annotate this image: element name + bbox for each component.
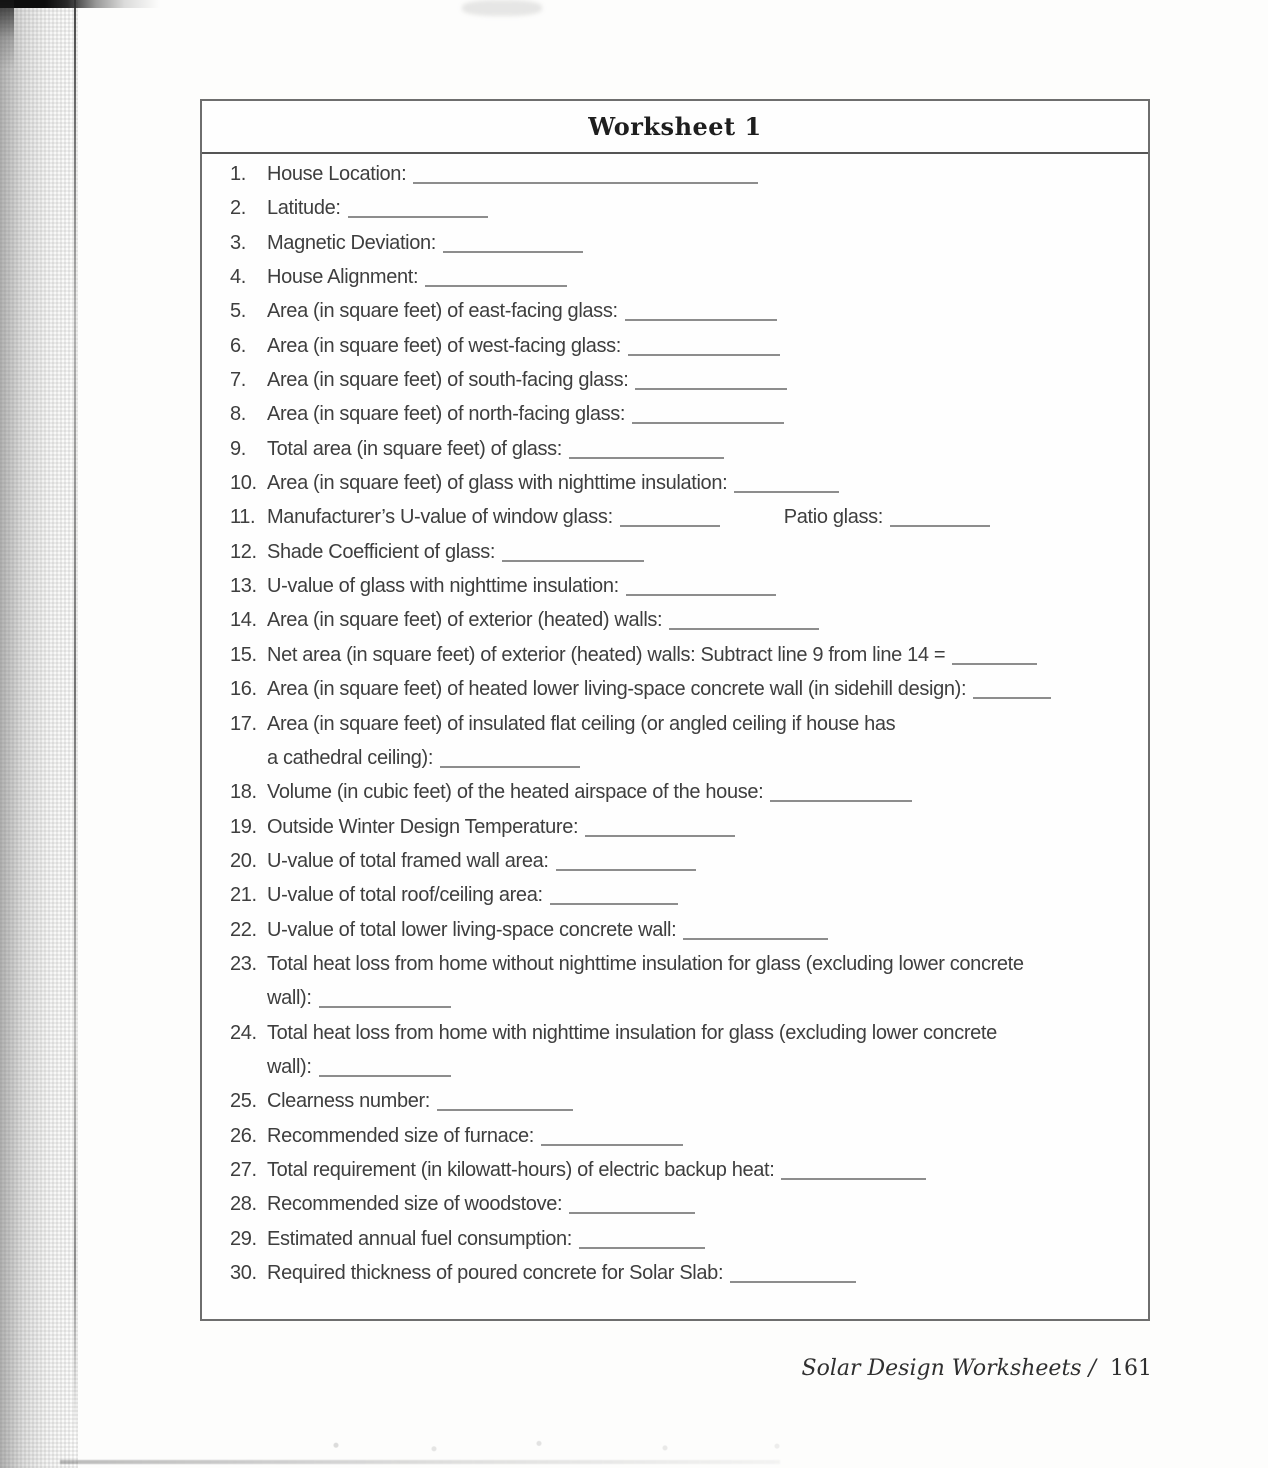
page-number: 161 <box>1110 1356 1152 1381</box>
item-label: U-value of total roof/ceiling area: <box>267 884 543 907</box>
worksheet-item <box>230 603 1134 637</box>
item-number: 17. <box>230 712 257 735</box>
worksheet-item <box>230 1256 1134 1290</box>
item-number: 18. <box>230 781 257 804</box>
scan-speckles <box>280 1438 980 1456</box>
answer-blank <box>973 682 1051 699</box>
worksheet-item <box>230 432 1134 466</box>
worksheet-title: Worksheet 1 <box>202 101 1148 154</box>
item-label: Area (in square feet) of exterior (heated) walls: <box>267 609 663 632</box>
item-number: 28. <box>230 1193 257 1216</box>
worksheet-item <box>230 1084 1134 1118</box>
answer-blank <box>730 1266 856 1283</box>
answer-blank <box>413 167 758 184</box>
item-number: 25. <box>230 1090 257 1113</box>
answer-blank <box>425 270 567 287</box>
item-number: 4. <box>230 266 246 289</box>
item-label: Required thickness of poured concrete for Solar Slab: <box>267 1262 724 1284</box>
item-label: Manufacturer’s U-value of window glass: <box>267 506 613 529</box>
answer-blank <box>348 201 488 218</box>
worksheet-item <box>230 913 1134 947</box>
item-number: 3. <box>230 231 246 254</box>
item-label: Area (in square feet) of east-facing glass: <box>267 300 618 323</box>
answer-blank <box>626 579 776 596</box>
answer-blank <box>635 373 787 390</box>
answer-blank <box>781 1163 926 1180</box>
item-number: 20. <box>230 849 257 872</box>
answer-blank <box>541 1129 683 1146</box>
worksheet-item <box>230 844 1134 878</box>
answer-blank <box>440 751 580 768</box>
item-label: Latitude: <box>267 197 341 220</box>
scan-speckle <box>462 0 542 16</box>
item-number: 19. <box>230 815 257 838</box>
answer-blank <box>770 785 912 802</box>
answer-blank <box>625 304 777 321</box>
item-label: Total heat loss from home without nighttime insulation for glass (excluding lower concrete <box>267 952 1024 975</box>
item-label: Total heat loss from home with nighttime insulation for glass (excluding lower concrete <box>267 1021 997 1044</box>
answer-blank <box>632 407 784 424</box>
item-label: Total requirement (in kilowatt-hours) of electric backup heat: <box>267 1158 775 1181</box>
worksheet-item <box>230 672 1134 706</box>
worksheet-item <box>230 1119 1134 1153</box>
item-label: U-value of total lower living-space concrete wall: <box>267 918 677 941</box>
answer-blank <box>319 991 451 1008</box>
item-label: Outside Winter Design Temperature: <box>267 815 579 838</box>
item-number: 15. <box>230 643 257 666</box>
item-number: 21. <box>230 884 257 907</box>
item-label: Clearness number: <box>267 1090 431 1113</box>
worksheet-item <box>230 1187 1134 1221</box>
worksheet-item <box>230 1222 1134 1256</box>
item-number: 26. <box>230 1124 257 1147</box>
item-label: Net area (in square feet) of exterior (heated) walls: Subtract line 9 from line 14 = <box>267 643 946 666</box>
item-label: Recommended size of furnace: <box>267 1124 535 1147</box>
worksheet-item <box>230 226 1134 260</box>
answer-blank <box>502 545 644 562</box>
answer-blank <box>556 854 696 871</box>
worksheet-item <box>230 260 1134 294</box>
item-label: Area (in square feet) of insulated flat ceiling (or angled ceiling if house has <box>267 712 896 735</box>
worksheet-item <box>230 1016 1134 1050</box>
item-label: Recommended size of woodstove: <box>267 1193 563 1216</box>
worksheet-item <box>230 294 1134 328</box>
worksheet-item <box>230 191 1134 225</box>
worksheet-item <box>230 947 1134 981</box>
item-number: 13. <box>230 575 257 598</box>
item-label: Magnetic Deviation: <box>267 231 436 254</box>
item-number: 1. <box>230 163 246 185</box>
item-number: 30. <box>230 1262 257 1284</box>
scan-bottom-smudge <box>60 1460 780 1464</box>
answer-blank <box>952 648 1037 665</box>
worksheet-item <box>230 1153 1134 1187</box>
worksheet-item <box>230 810 1134 844</box>
answer-blank <box>628 339 780 356</box>
worksheet-item <box>230 397 1134 431</box>
item-number: 23. <box>230 952 257 975</box>
worksheet-item <box>230 329 1134 363</box>
item-label: Area (in square feet) of west-facing glass: <box>267 334 622 357</box>
answer-blank <box>620 510 720 527</box>
item-label: House Alignment: <box>267 266 419 289</box>
worksheet-item <box>230 775 1134 809</box>
answer-blank <box>443 236 583 253</box>
answer-blank <box>585 820 735 837</box>
item-label: Volume (in cubic feet) of the heated airspace of the house: <box>267 781 764 804</box>
item-number: 24. <box>230 1021 257 1044</box>
worksheet-item <box>230 363 1134 397</box>
item-label: Area (in square feet) of heated lower living-space concrete wall (in sidehill design): <box>267 678 967 701</box>
item-number: 6. <box>230 334 246 357</box>
worksheet-item <box>230 569 1134 603</box>
answer-blank <box>437 1094 573 1111</box>
worksheet-item <box>230 466 1134 500</box>
item-label: Area (in square feet) of south-facing glass: <box>267 369 629 392</box>
page-edge-line <box>74 0 76 1436</box>
worksheet-item <box>230 535 1134 569</box>
item-label: Shade Coefficient of glass: <box>267 540 496 563</box>
worksheet-body <box>202 154 1148 1290</box>
worksheet-item <box>230 878 1134 912</box>
item-number: 12. <box>230 540 257 563</box>
item-number: 16. <box>230 678 257 701</box>
item-label: Total area (in square feet) of glass: <box>267 437 562 460</box>
worksheet-item <box>230 638 1134 672</box>
item-label-continuation: wall): <box>267 987 312 1010</box>
item-label-secondary: Patio glass: <box>783 506 883 529</box>
answer-blank <box>669 613 819 630</box>
worksheet-item-continuation <box>230 741 1134 775</box>
answer-blank <box>550 888 678 905</box>
answer-blank <box>734 476 839 493</box>
item-number: 10. <box>230 472 257 495</box>
item-number: 2. <box>230 197 246 220</box>
item-number: 5. <box>230 300 246 323</box>
worksheet-item-continuation <box>230 981 1134 1015</box>
item-label: U-value of total framed wall area: <box>267 849 549 872</box>
answer-blank <box>890 510 990 527</box>
item-label: House Location: <box>267 163 407 185</box>
item-label: Estimated annual fuel consumption: <box>267 1227 572 1250</box>
item-label-continuation: a cathedral ceiling): <box>267 746 434 769</box>
worksheet-item <box>230 157 1134 191</box>
scan-gutter-shadow <box>0 0 78 1468</box>
answer-blank <box>319 1060 451 1077</box>
worksheet-item <box>230 707 1134 741</box>
item-label-continuation: wall): <box>267 1055 312 1078</box>
item-label: Area (in square feet) of glass with nighttime insulation: <box>267 472 728 495</box>
page-footer <box>802 1356 1152 1381</box>
answer-blank <box>683 923 828 940</box>
item-number: 9. <box>230 437 246 460</box>
scan-top-black-mark <box>0 0 160 8</box>
answer-blank <box>579 1232 705 1249</box>
answer-blank <box>569 1197 695 1214</box>
item-number: 7. <box>230 369 246 392</box>
item-number: 29. <box>230 1227 257 1250</box>
scan-corner-shadow <box>0 0 14 70</box>
answer-blank <box>569 442 724 459</box>
worksheet-item-continuation <box>230 1050 1134 1084</box>
footer-title: Solar Design Worksheets / <box>801 1356 1096 1381</box>
item-label: U-value of glass with nighttime insulation: <box>267 575 619 598</box>
item-number: 22. <box>230 918 257 941</box>
item-number: 14. <box>230 609 257 632</box>
item-number: 11. <box>230 506 256 529</box>
worksheet-box <box>200 99 1150 1321</box>
item-label: Area (in square feet) of north-facing glass: <box>267 403 626 426</box>
item-number: 27. <box>230 1158 257 1181</box>
worksheet-item <box>230 500 1134 534</box>
item-number: 8. <box>230 403 246 426</box>
